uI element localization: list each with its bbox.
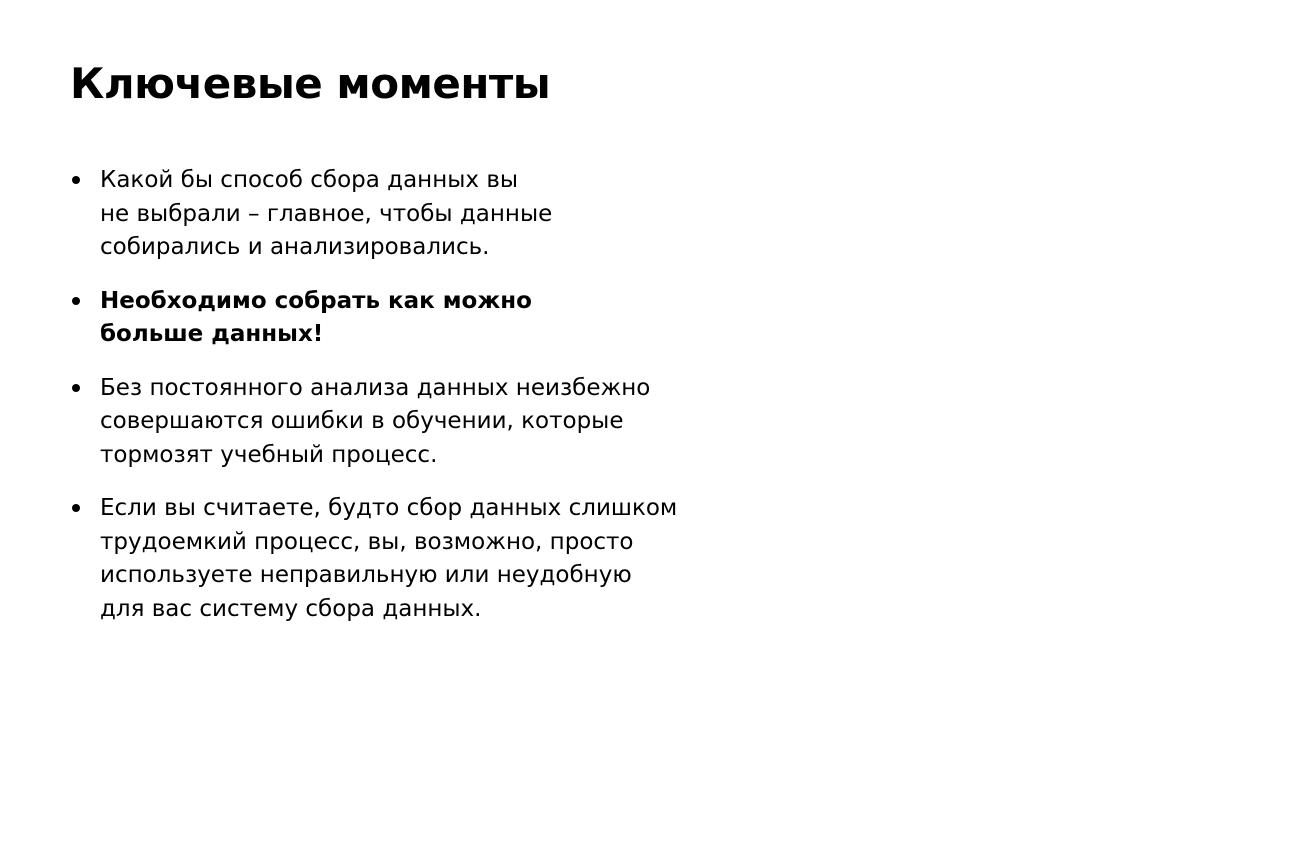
bullet-line: используете неправильную или неудобную xyxy=(100,562,632,588)
bullet-item xyxy=(70,372,830,473)
bullet-item xyxy=(70,164,830,265)
bullet-line: Какой бы способ сбора данных вы xyxy=(100,167,519,193)
bullet-line: Если вы считаете, будто сбор данных слишком xyxy=(100,495,678,521)
bullet-dot-icon xyxy=(72,297,80,305)
bullet-dot-icon xyxy=(72,504,80,512)
bullet-list xyxy=(70,164,830,646)
bullet-line: Без постоянного анализа данных неизбежно xyxy=(100,374,651,401)
bullet-line: Необходимо собрать как можно xyxy=(100,287,532,314)
bullet-line: трудоемкий процесс, вы, возможно, просто xyxy=(100,528,634,555)
bullet-line: для вас систему сбора данных. xyxy=(100,595,482,622)
bullet-line: не выбрали – главное, чтобы данные xyxy=(100,200,553,227)
bullet-dot-icon xyxy=(72,384,80,392)
bullet-item-emphasis xyxy=(70,285,830,352)
bullet-line: тормозят учебный процесс. xyxy=(100,441,438,468)
bullet-line: совершаются ошибки в обучении, которые xyxy=(100,408,624,434)
bullet-item xyxy=(70,492,830,626)
bullet-line: больше данных! xyxy=(100,321,324,347)
bullet-dot-icon xyxy=(72,176,80,184)
bullet-line: собирались и анализировались. xyxy=(100,234,490,260)
slide-title: Ключевые моменты xyxy=(70,59,551,108)
